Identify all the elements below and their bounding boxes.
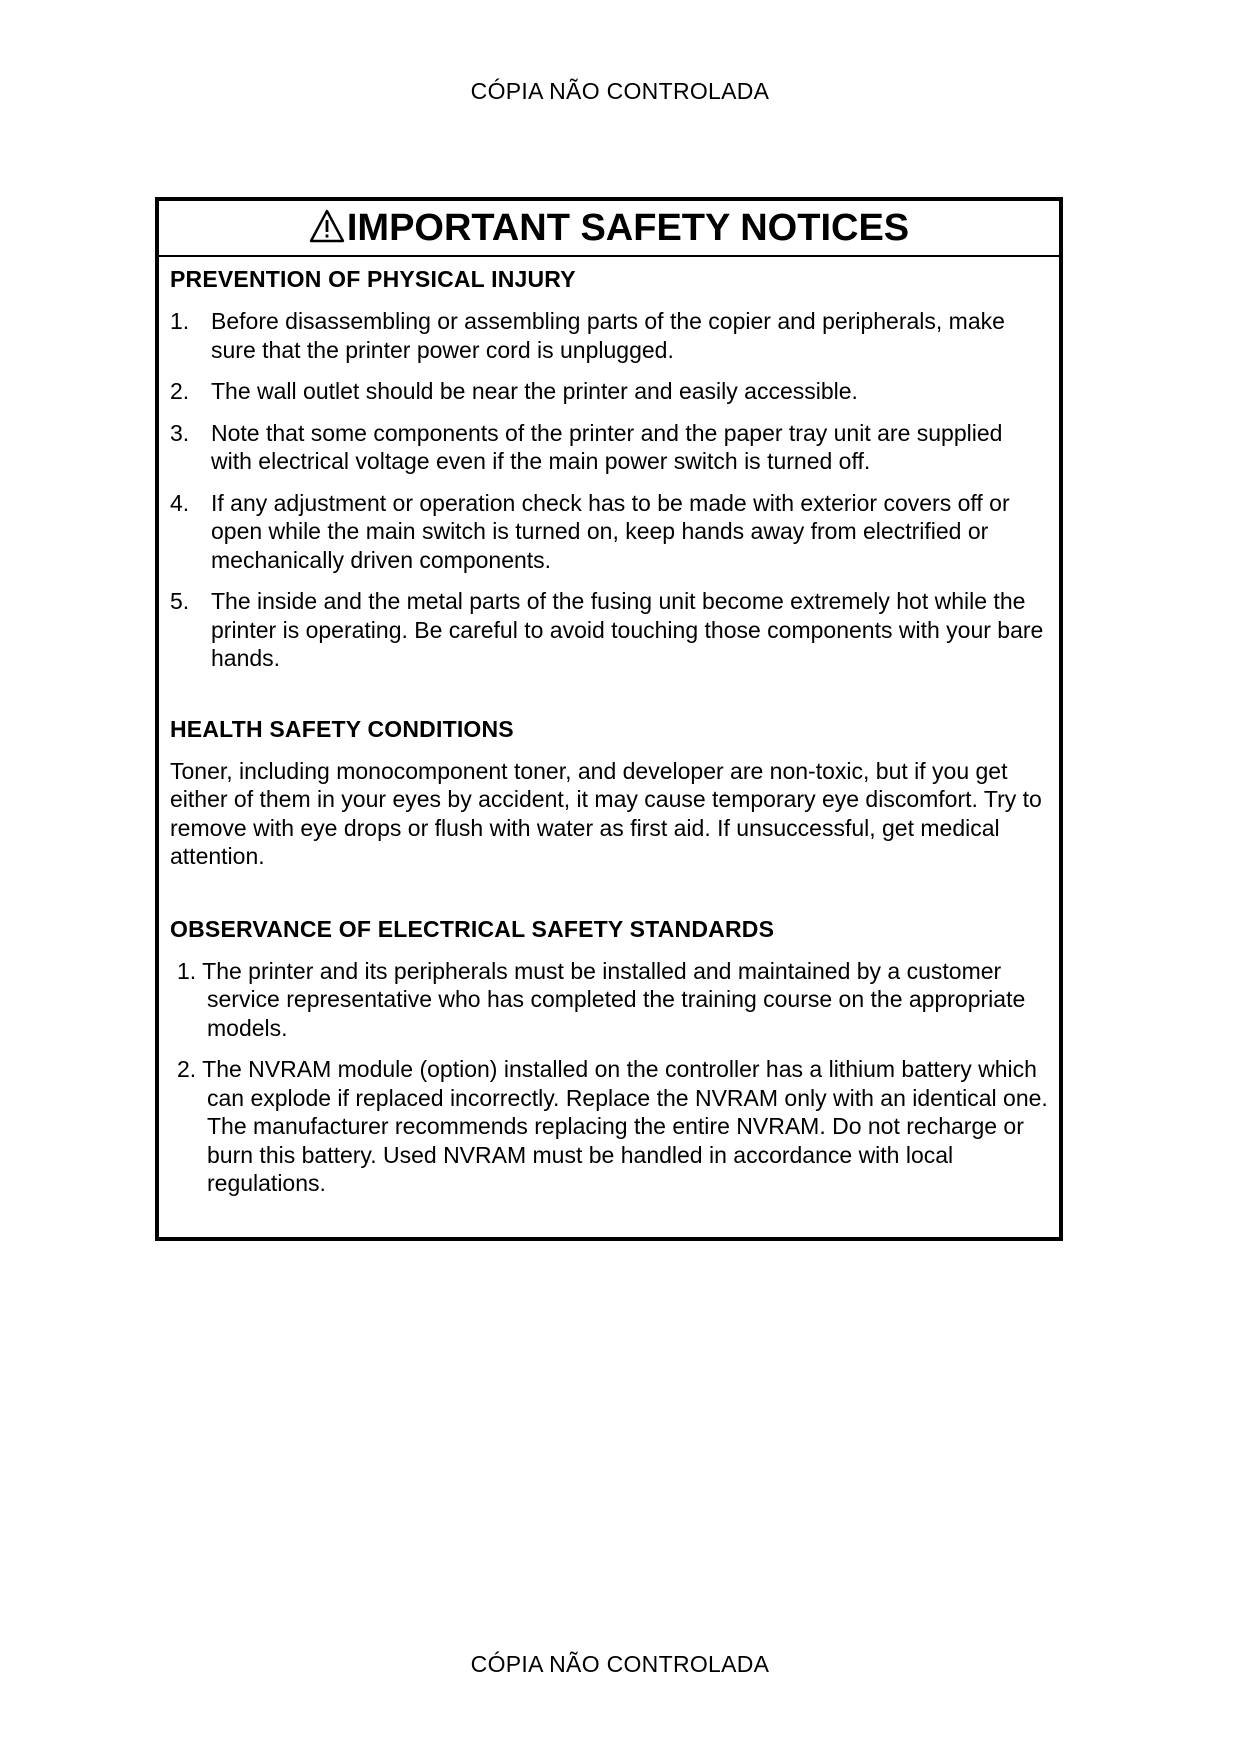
list-item: [170, 419, 1049, 476]
item-text: Before disassembling or assembling parts of the copier and peripherals, make sure that the printer power cord is unplugged.: [211, 308, 1005, 363]
list-item: 2. The NVRAM module (option) installed on the controller has a lithium battery which can explode if replaced incorrectly. Replace the NVRAM only with an identical one. The manufacturer recommends replacing the entire NVRAM. Do not recharge or burn this battery. Used NVRAM must be handled in accordance with local regulations.: [177, 1056, 1048, 1196]
item-number: 5.: [170, 588, 190, 614]
safety-notice-box: [155, 197, 1063, 1241]
list-item: [170, 307, 1049, 364]
item-number: 2.: [170, 378, 190, 404]
watermark-bottom: CÓPIA NÃO CONTROLADA: [470, 1651, 770, 1677]
item-text: Note that some components of the printer and the paper tray unit are supplied with electrical voltage even if the main power switch is turned off.: [211, 419, 1003, 474]
list-item: [170, 489, 1049, 575]
item-number: 4.: [170, 489, 190, 516]
section-heading-electrical-safety: OBSERVANCE OF ELECTRICAL SAFETY STANDARDS: [170, 915, 775, 942]
section-heading-health-safety: HEALTH SAFETY CONDITIONS: [170, 715, 514, 742]
warning-triangle-icon: [309, 209, 345, 243]
health-safety-paragraph: Toner, including monocomponent toner, and developer are non-toxic, but if you get either of them in your eyes by accident, it may cause temporary eye discomfort. Try to remove with eye drops or flush with water as first aid. If unsuccessful, get medical attention.: [170, 757, 1042, 869]
list-item: [170, 377, 1049, 406]
list-item: 1. The printer and its peripherals must be installed and maintained by a customer service representative who has completed the training course on the appropriate models.: [177, 957, 1026, 1041]
electrical-safety-list: [170, 957, 1049, 1198]
notice-body: [159, 265, 1059, 1198]
item-number: 1.: [170, 308, 190, 334]
item-text: The inside and the metal parts of the fusing unit become extremely hot while the printer is operating. Be careful to avoid touching those components with your bare hands.: [211, 588, 1044, 671]
notice-title: IMPORTANT SAFETY NOTICES: [346, 207, 910, 249]
notice-title-bar: [159, 201, 1059, 257]
item-number: 3.: [170, 419, 190, 446]
watermark-top: CÓPIA NÃO CONTROLADA: [470, 78, 770, 104]
list-item: [170, 587, 1049, 673]
item-text: If any adjustment or operation check has to be made with exterior covers off or open while the main switch is turned on, keep hands away from electrified or mechanically driven components.: [211, 489, 1010, 573]
physical-injury-list: [170, 307, 1049, 673]
item-text: The wall outlet should be near the printer and easily accessible.: [211, 378, 858, 404]
section-heading-physical-injury: PREVENTION OF PHYSICAL INJURY: [170, 266, 576, 292]
